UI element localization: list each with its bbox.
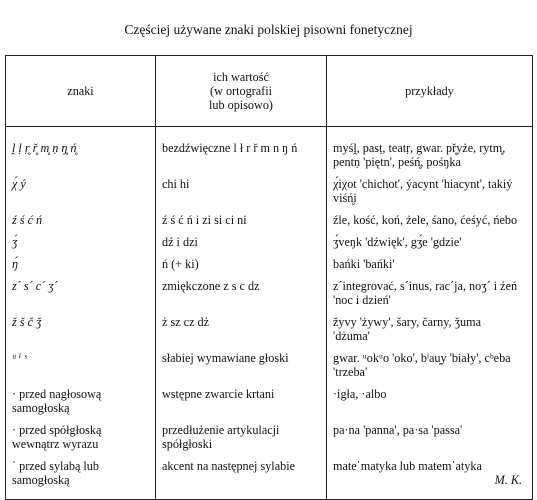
cell-value: słabiej wymawiane głoski	[156, 351, 327, 387]
header-wartosc-line-3: lub opisowo)	[209, 98, 273, 112]
example-line: viśń̥i	[333, 191, 357, 205]
table-row	[6, 213, 533, 235]
example-line: z´integrovać, s´inus, rac´ja, noʒ´ i źeń	[333, 279, 518, 293]
cell-value: ż sz cz dż	[156, 315, 327, 351]
header-wartosc-line-2: (w ortografii	[210, 84, 272, 98]
example-line: 'dżuma'	[333, 329, 370, 343]
header-wartosc	[156, 56, 327, 127]
example-line: žyvy 'żywy', šary, čarny, ǯuma	[333, 315, 481, 329]
cell-sign: ž š č ǯ	[6, 315, 156, 351]
cell-value: wstępne zwarcie krtani	[156, 387, 327, 423]
cell-value: zmiękczone z s c dz	[156, 279, 327, 315]
cell-examples	[327, 387, 533, 423]
cell-value: akcent na następnej sylabie	[156, 459, 327, 500]
cell-examples	[327, 257, 533, 279]
cell-sign: · przed nagłosową samogłoską	[6, 387, 156, 423]
cell-examples	[327, 459, 533, 500]
cell-sign: χ́ ý	[6, 177, 156, 213]
cell-sign: · przed spółgłoską wewnątrz wyrazu	[6, 423, 156, 459]
table-row	[6, 177, 533, 213]
example-line: pentṇ 'piętn', peśń̥, pośŋka	[333, 155, 461, 169]
cell-examples	[327, 213, 533, 235]
cell-examples	[327, 351, 533, 387]
cell-sign: ź ś ć ń	[6, 213, 156, 235]
table-row	[6, 235, 533, 257]
example-line: ·igła, ·albo	[333, 387, 387, 401]
table-row	[6, 315, 533, 351]
cell-sign: ˈ przed sylabą lub samogłoską	[6, 459, 156, 500]
cell-examples	[327, 279, 533, 315]
cell-examples	[327, 423, 533, 459]
example-line: χ́iχot 'chichot', ýacynt 'hiacynt', takiý	[333, 177, 513, 191]
example-line: źle, kość, koń, żele, śano, ćeśyć, ńebo	[333, 213, 518, 227]
example-line: myśḽ, pasṭ, teatṛ, gwar. př̥yże, rytm̥,	[333, 141, 506, 155]
table-row	[6, 423, 533, 459]
example-line: 'noc i dzień'	[333, 293, 391, 307]
cell-sign: ḽ ḷ ṛ̥ ř̥ m̥ ṇ ŋ̥ ń̥	[6, 127, 156, 178]
header-wartosc-line-1: ich wartość	[213, 70, 269, 84]
cell-value: chi hi	[156, 177, 327, 213]
cell-value: bezdźwięczne l ł r ř m n ŋ ń	[156, 127, 327, 178]
example-line: 'trzeba'	[333, 365, 368, 379]
table-row	[6, 351, 533, 387]
cell-value: ń (+ ki)	[156, 257, 327, 279]
example-line: pa·na 'panna', pa·sa 'passa'	[333, 423, 463, 437]
cell-examples	[327, 315, 533, 351]
cell-sign: ʒ́	[6, 235, 156, 257]
table-row	[6, 459, 533, 500]
header-znaki: znaki	[6, 56, 156, 127]
author-signature: M. K.	[494, 473, 522, 487]
cell-examples	[327, 127, 533, 178]
cell-value: dź i dzi	[156, 235, 327, 257]
table-row	[6, 127, 533, 178]
cell-sign: ŋ́	[6, 257, 156, 279]
table-title: Częściej używane znaki polskiej pisowni fonetycznej	[124, 22, 413, 37]
cell-examples	[327, 235, 533, 257]
phonetic-signs-table	[5, 55, 533, 500]
header-przyklady: przykłady	[327, 56, 533, 127]
example-line: mateˈmatyka lub matemˈatyka	[333, 459, 482, 473]
cell-value: przedłużenie artykulacji spółgłoski	[156, 423, 327, 459]
example-line: ʒ́veŋk 'dźwięk', gʒ́e 'gdzie'	[333, 235, 462, 249]
example-line: gwar. ᵘokᵘo 'oko', bˡau̯y 'biały', cᵇeba	[333, 351, 511, 365]
header-row	[6, 56, 533, 127]
table-row	[6, 387, 533, 423]
cell-sign: z´ s´ c´ ʒ´	[6, 279, 156, 315]
cell-examples	[327, 177, 533, 213]
table-row	[6, 257, 533, 279]
table-row	[6, 279, 533, 315]
cell-value: ź ś ć ń i zi si ci ni	[156, 213, 327, 235]
example-line: bańki 'bańki'	[333, 257, 395, 271]
cell-sign: ᵘ ⁱ ˢ	[6, 351, 156, 387]
